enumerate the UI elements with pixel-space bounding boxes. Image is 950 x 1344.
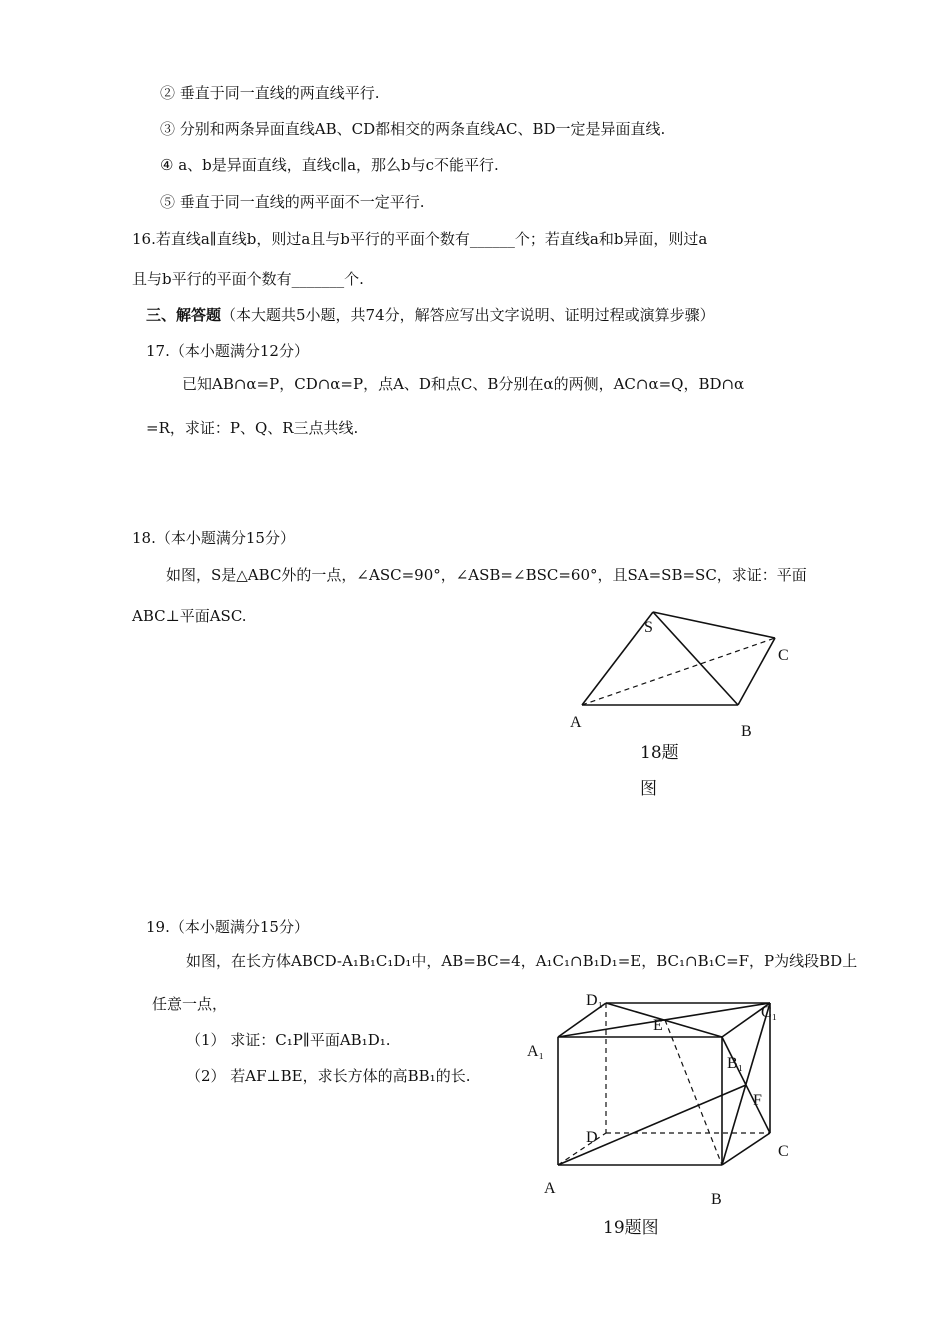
edge-BC: [722, 1133, 770, 1165]
q18-figure: [560, 600, 810, 745]
hidden-BE: [665, 1020, 722, 1165]
q18-line-1: 如图，S是△ABC外的一点，∠ASC=90°，∠ASB=∠BSC=60°，且SA=SB=SC，求证：平面: [166, 566, 807, 584]
q18-line-2: ABC⊥平面ASC.: [132, 607, 247, 625]
q19-heading: 19.（本小题满分15分）: [146, 918, 309, 936]
label-E: E: [653, 1017, 663, 1034]
seg-AF: [558, 1085, 746, 1165]
q19-figure: [520, 985, 800, 1215]
q16-line-1: 16.若直线a∥直线b，则过a且与b平行的平面个数有______个；若直线a和b异面，则过a: [132, 230, 708, 248]
edge-BC: [738, 638, 775, 705]
q16-line-2: 且与b平行的平面个数有_______个.: [132, 270, 364, 288]
diag-B1D1: [606, 1003, 722, 1037]
label-C1: C₁: [761, 1004, 778, 1021]
q17-line-1: 已知AB∩α=P，CD∩α=P，点A、D和点C、B分别在α的两侧，AC∩α=Q，BD∩α: [182, 375, 745, 393]
statement-3: ③ 分别和两条异面直线AB、CD都相交的两条直线AC、BD一定是异面直线.: [160, 120, 666, 138]
label-D: D: [586, 1129, 598, 1146]
label-A: A: [570, 714, 582, 731]
section-description: （本大题共5小题，共74分，解答应写出文字说明、证明过程或演算步骤）: [221, 306, 715, 324]
q19-part-2: （2） 若AF⊥BE，求长方体的高BB₁的长.: [186, 1067, 471, 1085]
q18-caption-2: 图: [640, 779, 657, 799]
section-header: [146, 304, 715, 325]
q19-caption: 19题图: [603, 1218, 659, 1238]
label-B: B: [711, 1191, 722, 1208]
label-D1: D₁: [586, 992, 604, 1009]
section-title: 三、解答题: [146, 306, 222, 324]
statement-4: ④ a、b是异面直线，直线c∥a，那么b与c不能平行.: [160, 156, 499, 174]
label-A: A: [544, 1180, 556, 1197]
q19-line-1: 如图，在长方体ABCD-A₁B₁C₁D₁中，AB=BC=4，A₁C₁∩B₁D₁=E，BC₁∩B₁C=F，P为线段BD上: [186, 952, 858, 970]
label-B: B: [741, 723, 752, 740]
edge-SC: [653, 612, 775, 638]
q17-heading: 17.（本小题满分12分）: [146, 342, 309, 360]
edge-AC-hidden: [582, 638, 775, 705]
q19-part-1: （1） 求证：C₁P∥平面AB₁D₁.: [186, 1031, 391, 1049]
statement-5: ⑤ 垂直于同一直线的两平面不一定平行.: [160, 193, 425, 211]
edge-SA: [582, 612, 653, 705]
q18-caption-1: 18题: [640, 743, 679, 763]
label-F: F: [753, 1092, 762, 1109]
hidden-AD: [558, 1133, 606, 1165]
q17-line-2: =R，求证：P、Q、R三点共线.: [146, 419, 359, 437]
statement-2: ② 垂直于同一直线的两直线平行.: [160, 84, 380, 102]
label-C: C: [778, 1143, 789, 1160]
label-A1: A₁: [527, 1043, 545, 1060]
q18-heading: 18.（本小题满分15分）: [132, 529, 295, 547]
edge-SB: [653, 612, 738, 705]
label-C: C: [778, 647, 789, 664]
label-B1: B₁: [727, 1055, 744, 1072]
label-S: S: [644, 619, 653, 636]
q19-line-2: 任意一点，: [152, 995, 228, 1013]
